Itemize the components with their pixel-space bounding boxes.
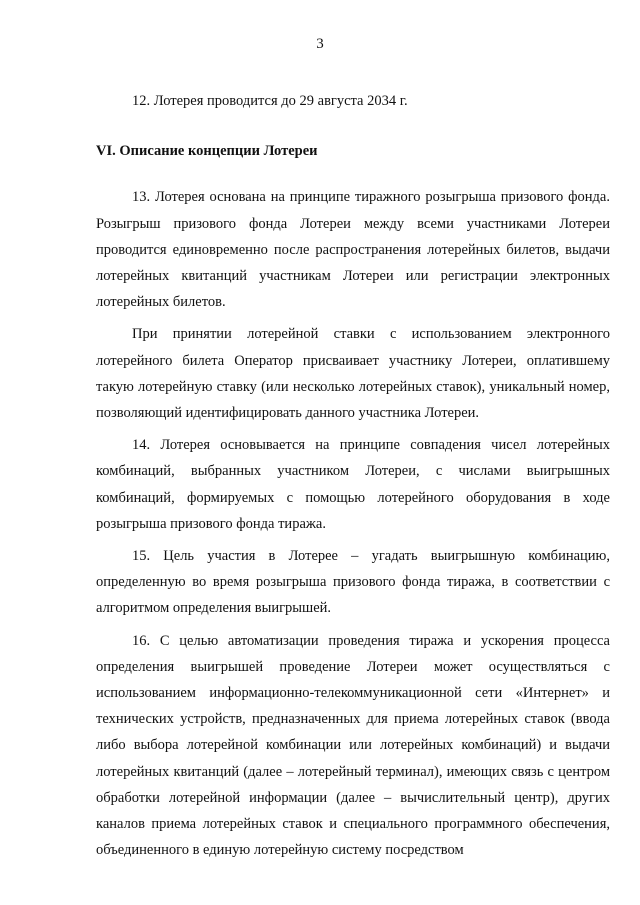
paragraph-13-continuation: При принятии лотерейной ставки с использованием электронного лотерейного билета Оператор присваивает участнику Лотереи, оплатившему такую лотерейную ставку (или несколько лотерейных ставок), уникальный номер, позволяющий идентифицировать данного участника Лотереи. bbox=[96, 326, 610, 422]
paragraph-15: 15. Цель участия в Лотерее – угадать выигрышную комбинацию, определенную во время розыгрыша призового фонда тиража, в соответствии с алгоритмом определения выигрышей. bbox=[96, 548, 610, 617]
section-title: VI. Описание концепции Лотереи bbox=[96, 143, 318, 160]
document-body bbox=[96, 88, 610, 863]
paragraph-14: 14. Лотерея основывается на принципе совпадения чисел лотерейных комбинаций, выбранных участником Лотереи, с числами выигрышных комбинаций, формируемых с помощью лотерейного оборудования в ходе розыгрыша призового фонда тиража. bbox=[96, 437, 610, 532]
paragraph-12: 12. Лотерея проводится до 29 августа 2034 г. bbox=[132, 93, 408, 109]
paragraph-16: 16. С целью автоматизации проведения тиража и ускорения процесса определения выигрышей проведение Лотереи может осуществляться с использованием информационно-телекоммуникационной сети «Интернет» и технических устройств, предназначенных для приема лотерейных ставок (ввода либо выбора лотерейной комбинации или лотерейных комбинаций) и выдачи лотерейных квитанций (далее – лотерейный терминал), имеющих связь с центром обработки лотерейной информации (далее – вычислительный центр), других каналов приема лотерейных ставок и специального программного обеспечения, объединенного в единую лотерейную систему посредством bbox=[96, 632, 610, 859]
page-number: 3 bbox=[316, 36, 324, 52]
paragraph-13: 13. Лотерея основана на принципе тиражного розыгрыша призового фонда. Розыгрыш призового фонда Лотереи между всеми участниками Лотереи проводится единовременно после распространения лотерейных билетов, выдачи лотерейных квитанций участникам Лотереи или регистрации электронных лотерейных билетов. bbox=[96, 189, 610, 311]
